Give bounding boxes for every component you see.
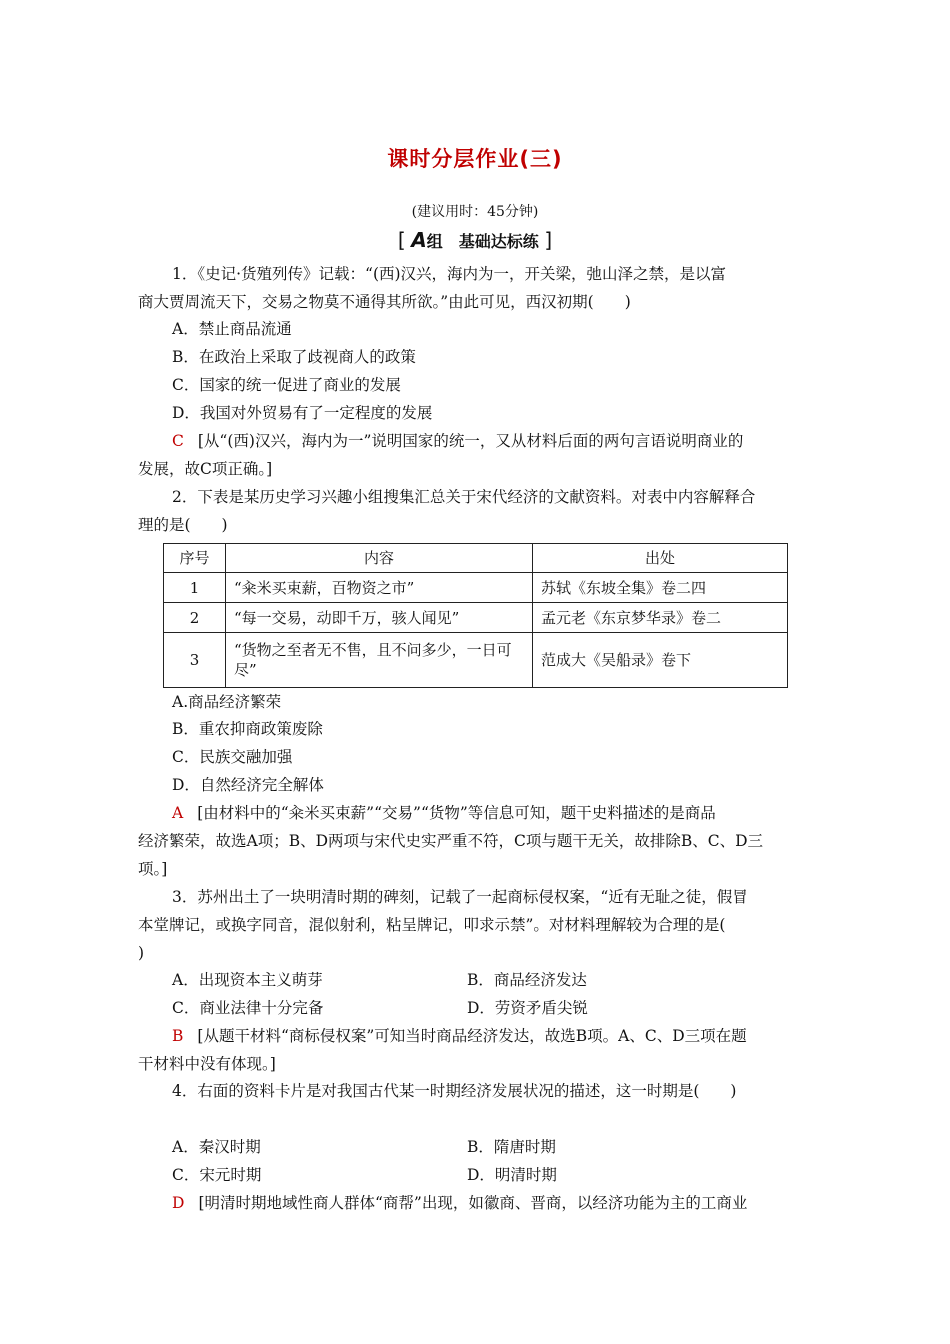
q1-stem-line-1: 1．《史记·货殖列传》记载：“(西)汉兴，海内为一，开关梁，弛山泽之禁，是以富 bbox=[172, 265, 727, 283]
table-row bbox=[164, 603, 788, 633]
q4-answer: D bbox=[172, 1194, 185, 1212]
table-header-content: 内容 bbox=[226, 544, 533, 573]
table-cell-content: “货物之至者无不售，且不问多少，一日可尽” bbox=[226, 633, 533, 688]
q2-explanation-line-3: 项。] bbox=[138, 860, 168, 878]
q4-option-c: C．宋元时期 bbox=[172, 1166, 262, 1184]
q3-stem-line-2: 本堂牌记，或换字同音，混似射利，粘呈牌记，叩求示禁”。对材料理解较为合理的是( bbox=[138, 916, 726, 934]
q4-option-b: B．隋唐时期 bbox=[467, 1138, 556, 1156]
q1-option-d: D．我国对外贸易有了一定程度的发展 bbox=[172, 404, 433, 422]
section-heading bbox=[0, 228, 950, 252]
q1-stem-line-2: 商大贾周流天下，交易之物莫不通得其所欲。”由此可见，西汉初期( ) bbox=[138, 293, 631, 311]
q2-source-table bbox=[163, 543, 788, 688]
q3-stem-line-1: 3．苏州出土了一块明清时期的碑刻，记载了一起商标侵权案，“近有无耻之徒，假冒 bbox=[172, 888, 748, 906]
table-cell-num: 3 bbox=[164, 633, 226, 688]
q3-stem-line-3: ) bbox=[138, 944, 145, 962]
section-bracket-right: ] bbox=[544, 228, 553, 252]
q1-option-c: C．国家的统一促进了商业的发展 bbox=[172, 376, 401, 394]
q3-explanation-line-2: 干材料中没有体现。] bbox=[138, 1055, 276, 1073]
q3-option-b: B．商品经济发达 bbox=[467, 971, 587, 989]
table-header-row bbox=[164, 544, 788, 573]
q1-explanation-text: [从“(西)汉兴，海内为一”说明国家的统一，又从材料后面的两句言语说明商业的 bbox=[197, 432, 744, 450]
q3-option-a: A．出现资本主义萌芽 bbox=[172, 971, 323, 989]
table-cell-num: 2 bbox=[164, 603, 226, 633]
table-cell-source: 范成大《吴船录》卷下 bbox=[533, 633, 788, 688]
q1-explanation-line-2: 发展，故C项正确。] bbox=[138, 460, 273, 478]
q3-explanation-text: [从题干材料“商标侵权案”可知当时商品经济发达，故选B项。A、C、D三项在题 bbox=[197, 1027, 747, 1045]
table-cell-content: “籴米买束薪，百物资之市” bbox=[226, 573, 533, 603]
page-title: 课时分层作业(三) bbox=[387, 147, 563, 171]
q1-option-a: A．禁止商品流通 bbox=[172, 320, 292, 338]
q1-answer: C bbox=[172, 432, 184, 450]
q1-option-b: B．在政治上采取了歧视商人的政策 bbox=[172, 348, 416, 366]
q1-explanation-line-1 bbox=[172, 431, 743, 451]
table-row bbox=[164, 633, 788, 688]
time-suggestion: (建议用时：45分钟) bbox=[411, 204, 539, 220]
q2-explanation-line-2: 经济繁荣，故选A项；B、D两项与宋代史实严重不符，C项与题干无关，故排除B、C、D三 bbox=[138, 832, 764, 850]
table-cell-source: 苏轼《东坡全集》卷二四 bbox=[533, 573, 788, 603]
table-header-source: 出处 bbox=[533, 544, 788, 573]
table-cell-num: 1 bbox=[164, 573, 226, 603]
table-cell-content: “每一交易，动即千万，骇人闻见” bbox=[226, 603, 533, 633]
table-cell-source: 孟元老《东京梦华录》卷二 bbox=[533, 603, 788, 633]
q3-answer: B bbox=[172, 1027, 184, 1045]
q3-explanation-line-1 bbox=[172, 1026, 747, 1046]
table-header-num: 序号 bbox=[164, 544, 226, 573]
q2-explanation-text: [由材料中的“籴米买束薪”“交易”“货物”等信息可知，题干史料描述的是商品 bbox=[197, 804, 716, 822]
q4-explanation-line-1 bbox=[172, 1193, 747, 1213]
q4-option-a: A．秦汉时期 bbox=[172, 1138, 261, 1156]
q2-stem-line-1: 2．下表是某历史学习兴趣小组搜集汇总关于宋代经济的文献资料。对表中内容解释合 bbox=[172, 488, 756, 506]
q2-explanation-line-1 bbox=[172, 803, 716, 823]
q2-option-d: D．自然经济完全解体 bbox=[172, 776, 324, 794]
q3-option-c: C．商业法律十分完备 bbox=[172, 999, 324, 1017]
q4-stem-line-1: 4．右面的资料卡片是对我国古代某一时期经济发展状况的描述，这一时期是( ) bbox=[172, 1082, 737, 1100]
q4-option-d: D．明清时期 bbox=[467, 1166, 557, 1184]
section-label: 组 基础达标练 bbox=[426, 232, 539, 251]
q2-stem-line-2: 理的是( ) bbox=[138, 516, 228, 534]
table-row bbox=[164, 573, 788, 603]
section-letter: A bbox=[411, 228, 427, 252]
q2-option-a: A.商品经济繁荣 bbox=[172, 693, 282, 711]
section-bracket-left: [ bbox=[397, 228, 406, 252]
q2-option-b: B．重农抑商政策废除 bbox=[172, 720, 323, 738]
q4-explanation-text: [明清时期地域性商人群体“商帮”出现，如徽商、晋商，以经济功能为主的工商业 bbox=[198, 1194, 748, 1212]
q3-option-d: D．劳资矛盾尖锐 bbox=[467, 999, 588, 1017]
q2-option-c: C．民族交融加强 bbox=[172, 748, 293, 766]
q2-answer: A bbox=[172, 804, 184, 822]
